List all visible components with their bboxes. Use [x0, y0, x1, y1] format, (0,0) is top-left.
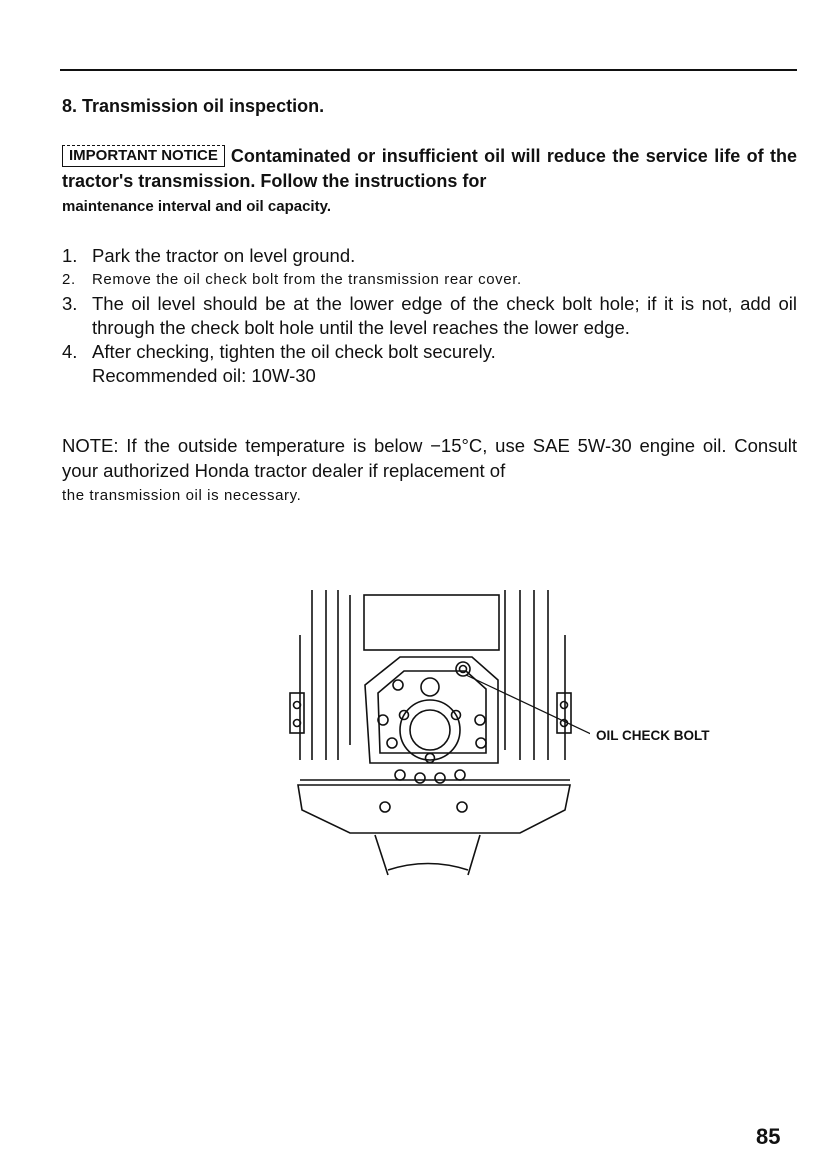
step-number: 4. [62, 341, 78, 362]
top-rule [60, 69, 797, 71]
note-text-last: the transmission oil is necessary. [62, 487, 302, 504]
oil-check-bolt-label: OIL CHECK BOLT [596, 728, 710, 743]
list-item [62, 292, 797, 340]
step-text: Park the tractor on level ground. [92, 245, 356, 266]
notice-text: Contaminated or insufficient oil will reduce the service life of the tractor's transmission. Follow the instructions for [62, 146, 797, 191]
list-item [62, 244, 797, 268]
transmission-diagram [280, 585, 590, 885]
step-number: 2. [62, 271, 76, 288]
step-text: Remove the oil check bolt from the transmission rear cover. [92, 271, 522, 288]
step-list [62, 244, 797, 388]
list-item [62, 340, 797, 364]
list-item [62, 268, 797, 292]
important-notice [62, 144, 797, 219]
important-notice-label: IMPORTANT NOTICE [62, 145, 225, 167]
note-text: NOTE: If the outside temperature is below −15°C, use SAE 5W-30 engine oil. Consult your authorized Honda tractor dealer if replacement of [62, 435, 797, 481]
step-text: The oil level should be at the lower edge of the check bolt hole; if it is not, add oil through the check bolt hole until the level reaches the lower edge. [92, 293, 797, 338]
recommended-oil: Recommended oil: 10W-30 [92, 365, 316, 386]
notice-text-last: maintenance interval and oil capacity. [62, 198, 331, 215]
note [62, 433, 797, 508]
section-heading: 8. Transmission oil inspection. [62, 96, 325, 116]
step-text: After checking, tighten the oil check bolt securely. [92, 341, 496, 362]
page-number: 85 [756, 1124, 781, 1149]
step-number: 3. [62, 293, 78, 314]
step-number: 1. [62, 245, 78, 266]
